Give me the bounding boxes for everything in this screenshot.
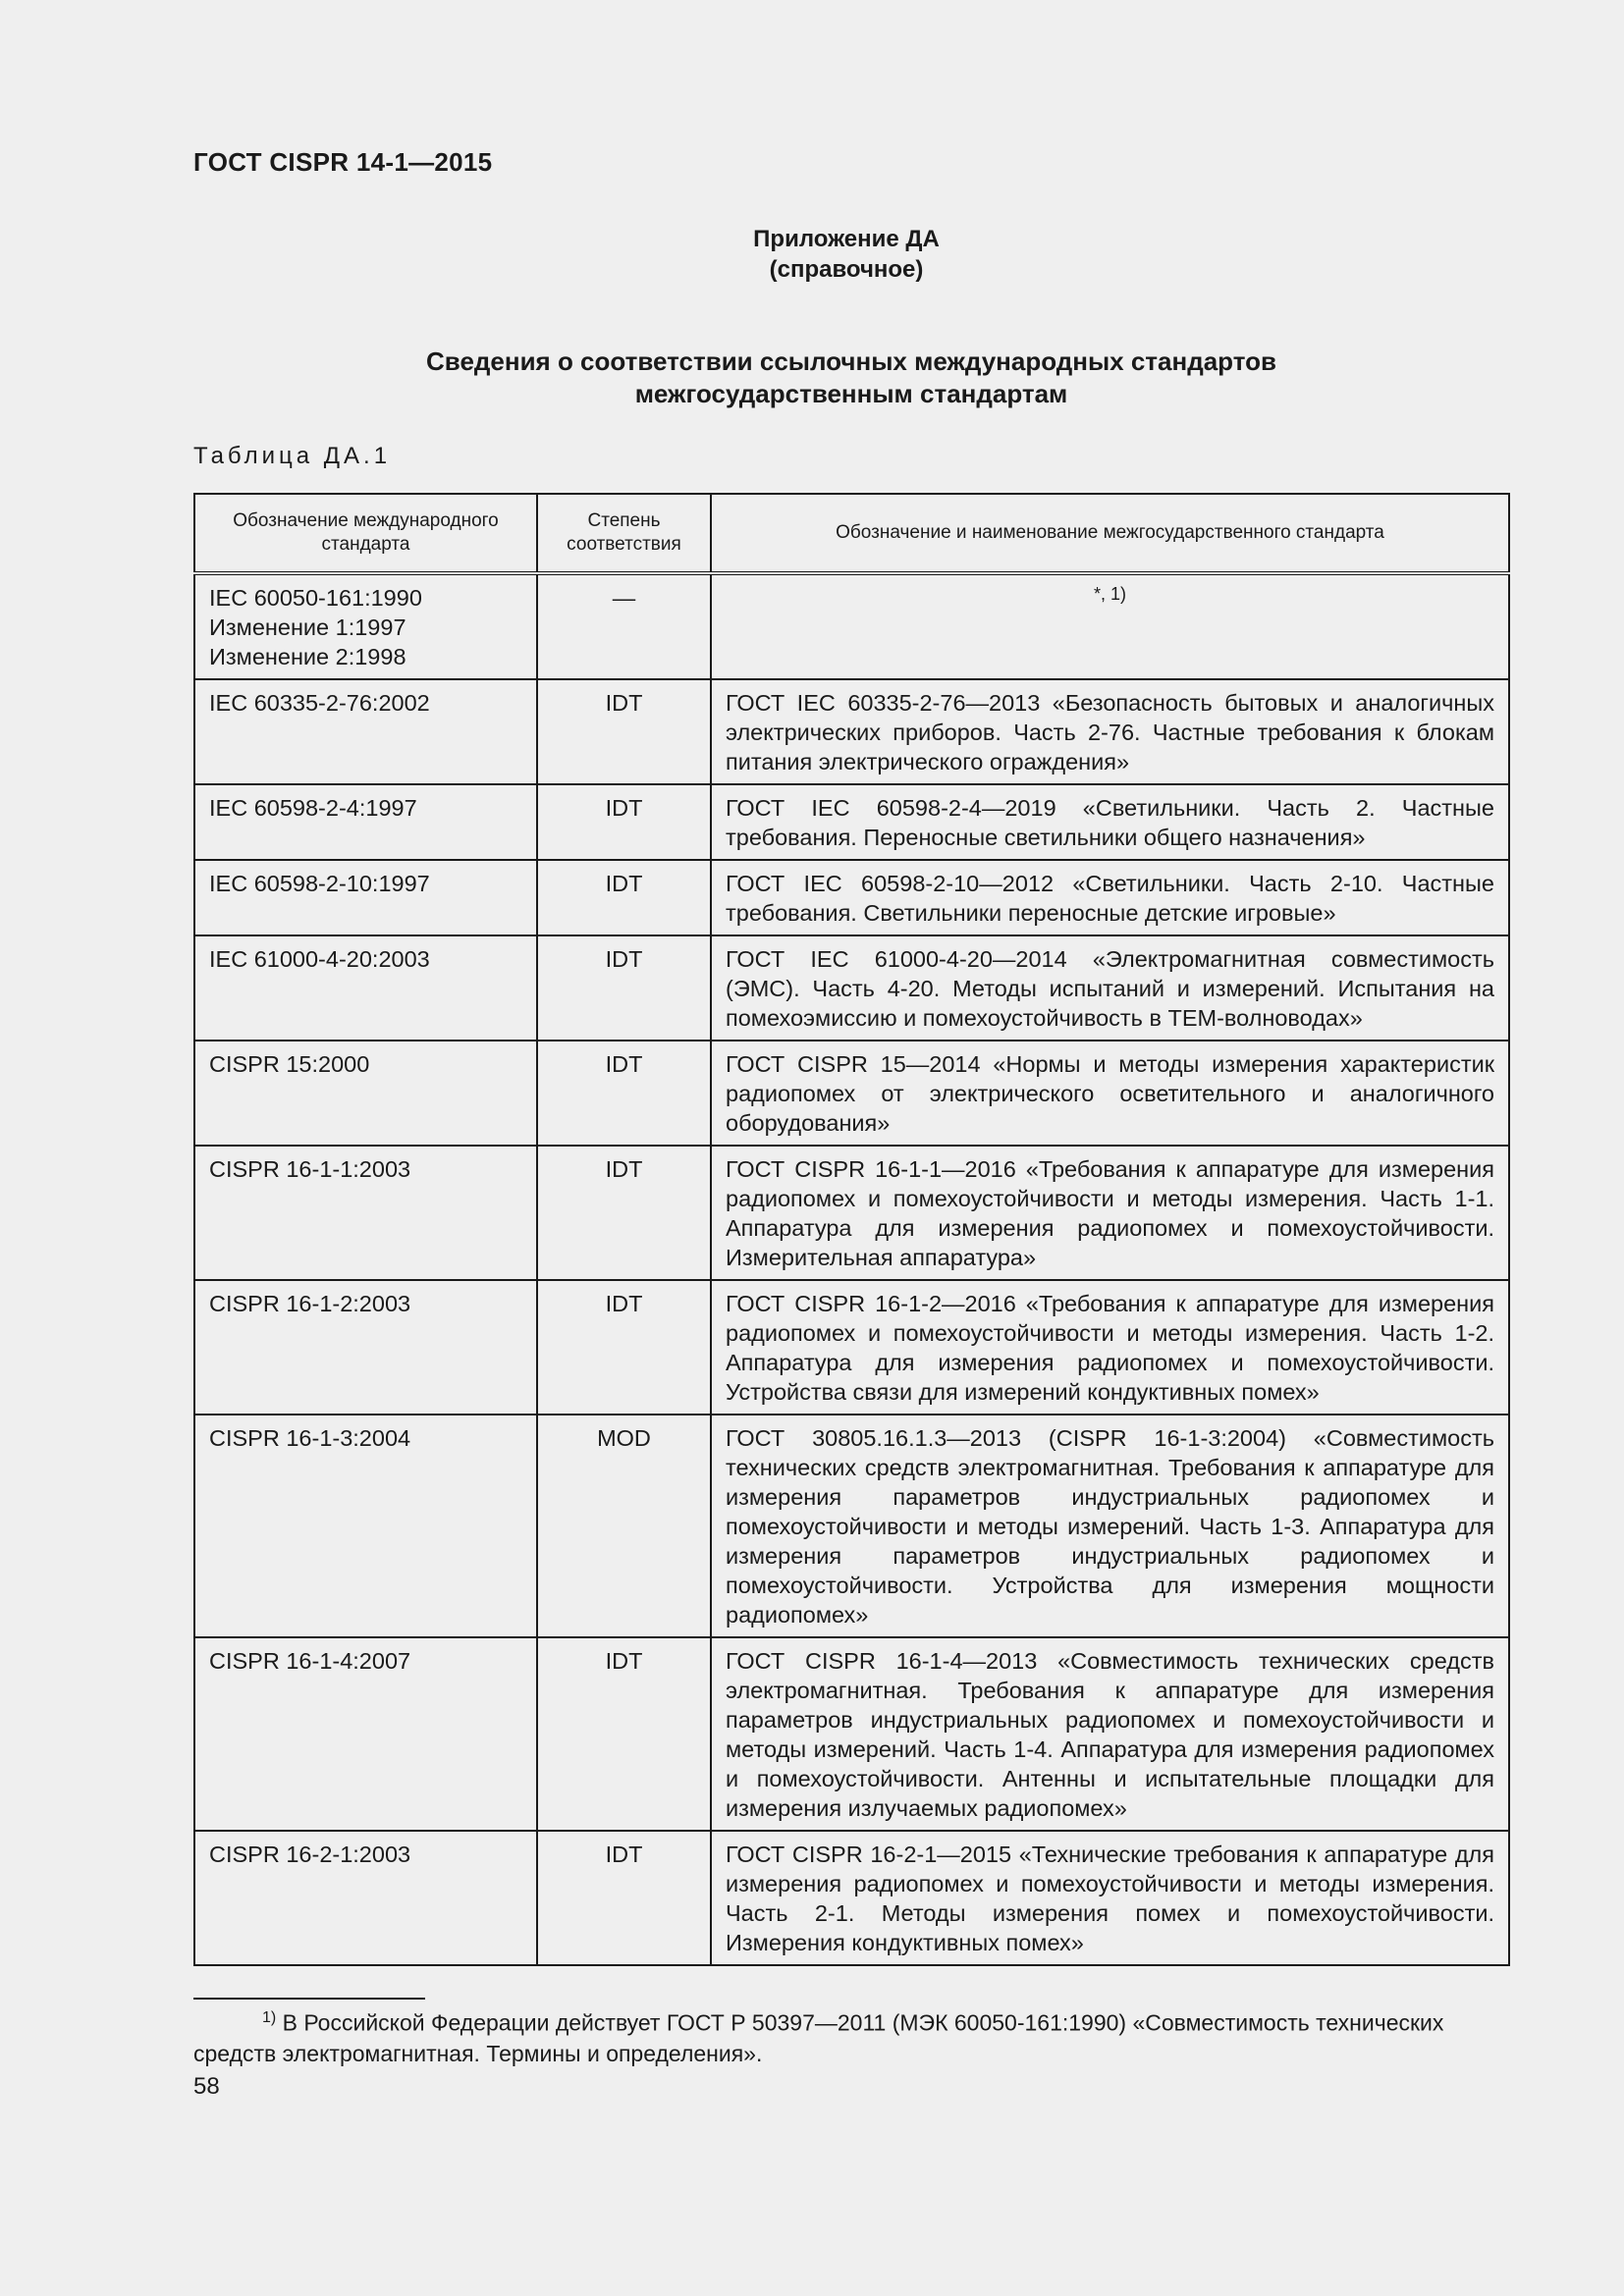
interstate-standard-cell: ГОСТ CISPR 16-1-4—2013 «Совместимость технических средств электромагнитная. Требования к аппаратуре для измерения параметров индустриальных радиопомех и помехоустойчивости и методы измерений. Часть 1-4. Аппаратура для измерения радиопомех и помехоустойчивости. Антенны и испытательные площадки для измерения излучаемых радиопомех» bbox=[711, 1637, 1509, 1831]
standards-correspondence-table bbox=[193, 493, 1510, 1966]
degree-cell: IDT bbox=[537, 860, 711, 935]
table-row bbox=[194, 1637, 1509, 1831]
international-standard-cell: CISPR 15:2000 bbox=[194, 1041, 537, 1146]
interstate-standard-cell: ГОСТ CISPR 15—2014 «Нормы и методы измерения характеристик радиопомех от электрического осветительного и аналогичного оборудования» bbox=[711, 1041, 1509, 1146]
section-title-line-1: Сведения о соответствии ссылочных международных стандартов bbox=[426, 347, 1276, 376]
interstate-standard-cell: *, 1) bbox=[711, 573, 1509, 679]
international-standard-cell: CISPR 16-2-1:2003 bbox=[194, 1831, 537, 1965]
degree-cell: IDT bbox=[537, 1637, 711, 1831]
interstate-standard-cell: ГОСТ IEC 60598-2-4—2019 «Светильники. Часть 2. Частные требования. Переносные светильники общего назначения» bbox=[711, 784, 1509, 860]
international-standard-cell: CISPR 16-1-4:2007 bbox=[194, 1637, 537, 1831]
table-row bbox=[194, 1146, 1509, 1280]
table-header-row bbox=[194, 494, 1509, 573]
degree-cell: — bbox=[537, 573, 711, 679]
section-title-line-2: межгосударственным стандартам bbox=[634, 379, 1068, 408]
interstate-standard-cell: ГОСТ CISPR 16-1-1—2016 «Требования к аппаратуре для измерения радиопомех и помехоустойчивости и методы измерения. Часть 1-1. Аппаратура для измерения радиопомех и помехоустойчивости. Измерительная аппаратура» bbox=[711, 1146, 1509, 1280]
international-standard-cell: IEC 60335-2-76:2002 bbox=[194, 679, 537, 784]
footnote-separator bbox=[193, 1998, 425, 2000]
interstate-standard-cell: ГОСТ CISPR 16-2-1—2015 «Технические требования к аппаратуре для измерения радиопомех и помехоустойчивости и методы измерения. Часть 2-1. Методы измерения помех и помехоустойчивости. Измерения кондуктивных помех» bbox=[711, 1831, 1509, 1965]
table-row bbox=[194, 679, 1509, 784]
table-row bbox=[194, 1831, 1509, 1965]
degree-cell: MOD bbox=[537, 1415, 711, 1637]
degree-cell: IDT bbox=[537, 1280, 711, 1415]
column-header-international-standard: Обозначение международного стандарта bbox=[194, 494, 537, 573]
interstate-standard-cell: ГОСТ 30805.16.1.3—2013 (CISPR 16-1-3:2004) «Совместимость технических средств электромагнитная. Требования к аппаратуре для измерения параметров индустриальных радиопомех и помехоустойчивости и методы измерений. Часть 1-3. Аппаратура для измерения параметров индустриальных радиопомех и помехоустойчивости. Устройства для измерения мощности радиопомех» bbox=[711, 1415, 1509, 1637]
international-standard-cell bbox=[194, 573, 537, 679]
international-standard-cell: IEC 60598-2-4:1997 bbox=[194, 784, 537, 860]
annex-subtitle: (справочное) bbox=[769, 256, 924, 283]
table-row bbox=[194, 784, 1509, 860]
annex-heading bbox=[0, 224, 1624, 285]
degree-cell: IDT bbox=[537, 1831, 711, 1965]
degree-cell: IDT bbox=[537, 784, 711, 860]
international-standard-cell: IEC 61000-4-20:2003 bbox=[194, 935, 537, 1041]
international-standard-cell: CISPR 16-1-2:2003 bbox=[194, 1280, 537, 1415]
section-title bbox=[0, 346, 1624, 410]
standard-line: Изменение 1:1997 bbox=[209, 614, 406, 640]
degree-cell: IDT bbox=[537, 1146, 711, 1280]
page-number: 58 bbox=[193, 2073, 220, 2100]
interstate-standard-cell: ГОСТ IEC 61000-4-20—2014 «Электромагнитная совместимость (ЭМС). Часть 4-20. Методы испытаний и измерений. Испытания на помехоэмиссию и помехоустойчивость в ТЕМ-волноводах» bbox=[711, 935, 1509, 1041]
interstate-standard-cell: ГОСТ IEC 60598-2-10—2012 «Светильники. Часть 2-10. Частные требования. Светильники переносные детские игровые» bbox=[711, 860, 1509, 935]
table-row bbox=[194, 1415, 1509, 1637]
table-row bbox=[194, 860, 1509, 935]
degree-cell: IDT bbox=[537, 679, 711, 784]
table-row bbox=[194, 1280, 1509, 1415]
degree-cell: IDT bbox=[537, 935, 711, 1041]
document-id-header: ГОСТ CISPR 14-1—2015 bbox=[193, 147, 493, 177]
international-standard-cell: CISPR 16-1-3:2004 bbox=[194, 1415, 537, 1637]
international-standard-cell: CISPR 16-1-1:2003 bbox=[194, 1146, 537, 1280]
table-row bbox=[194, 573, 1509, 679]
international-standard-cell: IEC 60598-2-10:1997 bbox=[194, 860, 537, 935]
table-row bbox=[194, 1041, 1509, 1146]
table-row bbox=[194, 935, 1509, 1041]
standard-line: Изменение 2:1998 bbox=[209, 644, 406, 669]
interstate-standard-cell: ГОСТ CISPR 16-1-2—2016 «Требования к аппаратуре для измерения радиопомех и помехоустойчивости и методы измерения. Часть 1-2. Аппаратура для измерения радиопомех и помехоустойчивости. Устройства связи для измерений кондуктивных помех» bbox=[711, 1280, 1509, 1415]
degree-cell: IDT bbox=[537, 1041, 711, 1146]
column-header-interstate-standard: Обозначение и наименование межгосударственного стандарта bbox=[711, 494, 1509, 573]
interstate-standard-cell: ГОСТ IEC 60335-2-76—2013 «Безопасность бытовых и аналогичных электрических приборов. Часть 2-76. Частные требования к блокам питания электрического ограждения» bbox=[711, 679, 1509, 784]
footnote bbox=[193, 2002, 1508, 2069]
standard-line: IEC 60050-161:1990 bbox=[209, 585, 422, 611]
column-header-degree: Степень соответствия bbox=[537, 494, 711, 573]
footnote-marker: 1) bbox=[262, 2009, 277, 2026]
table-label: Таблица ДА.1 bbox=[193, 443, 392, 469]
footnote-text: В Российской Федерации действует ГОСТ Р 50397—2011 (МЭК 60050-161:1990) «Совместимость технических средств электромагнитная. Термины и определения». bbox=[193, 2009, 1444, 2066]
annex-title: Приложение ДА bbox=[753, 226, 940, 252]
